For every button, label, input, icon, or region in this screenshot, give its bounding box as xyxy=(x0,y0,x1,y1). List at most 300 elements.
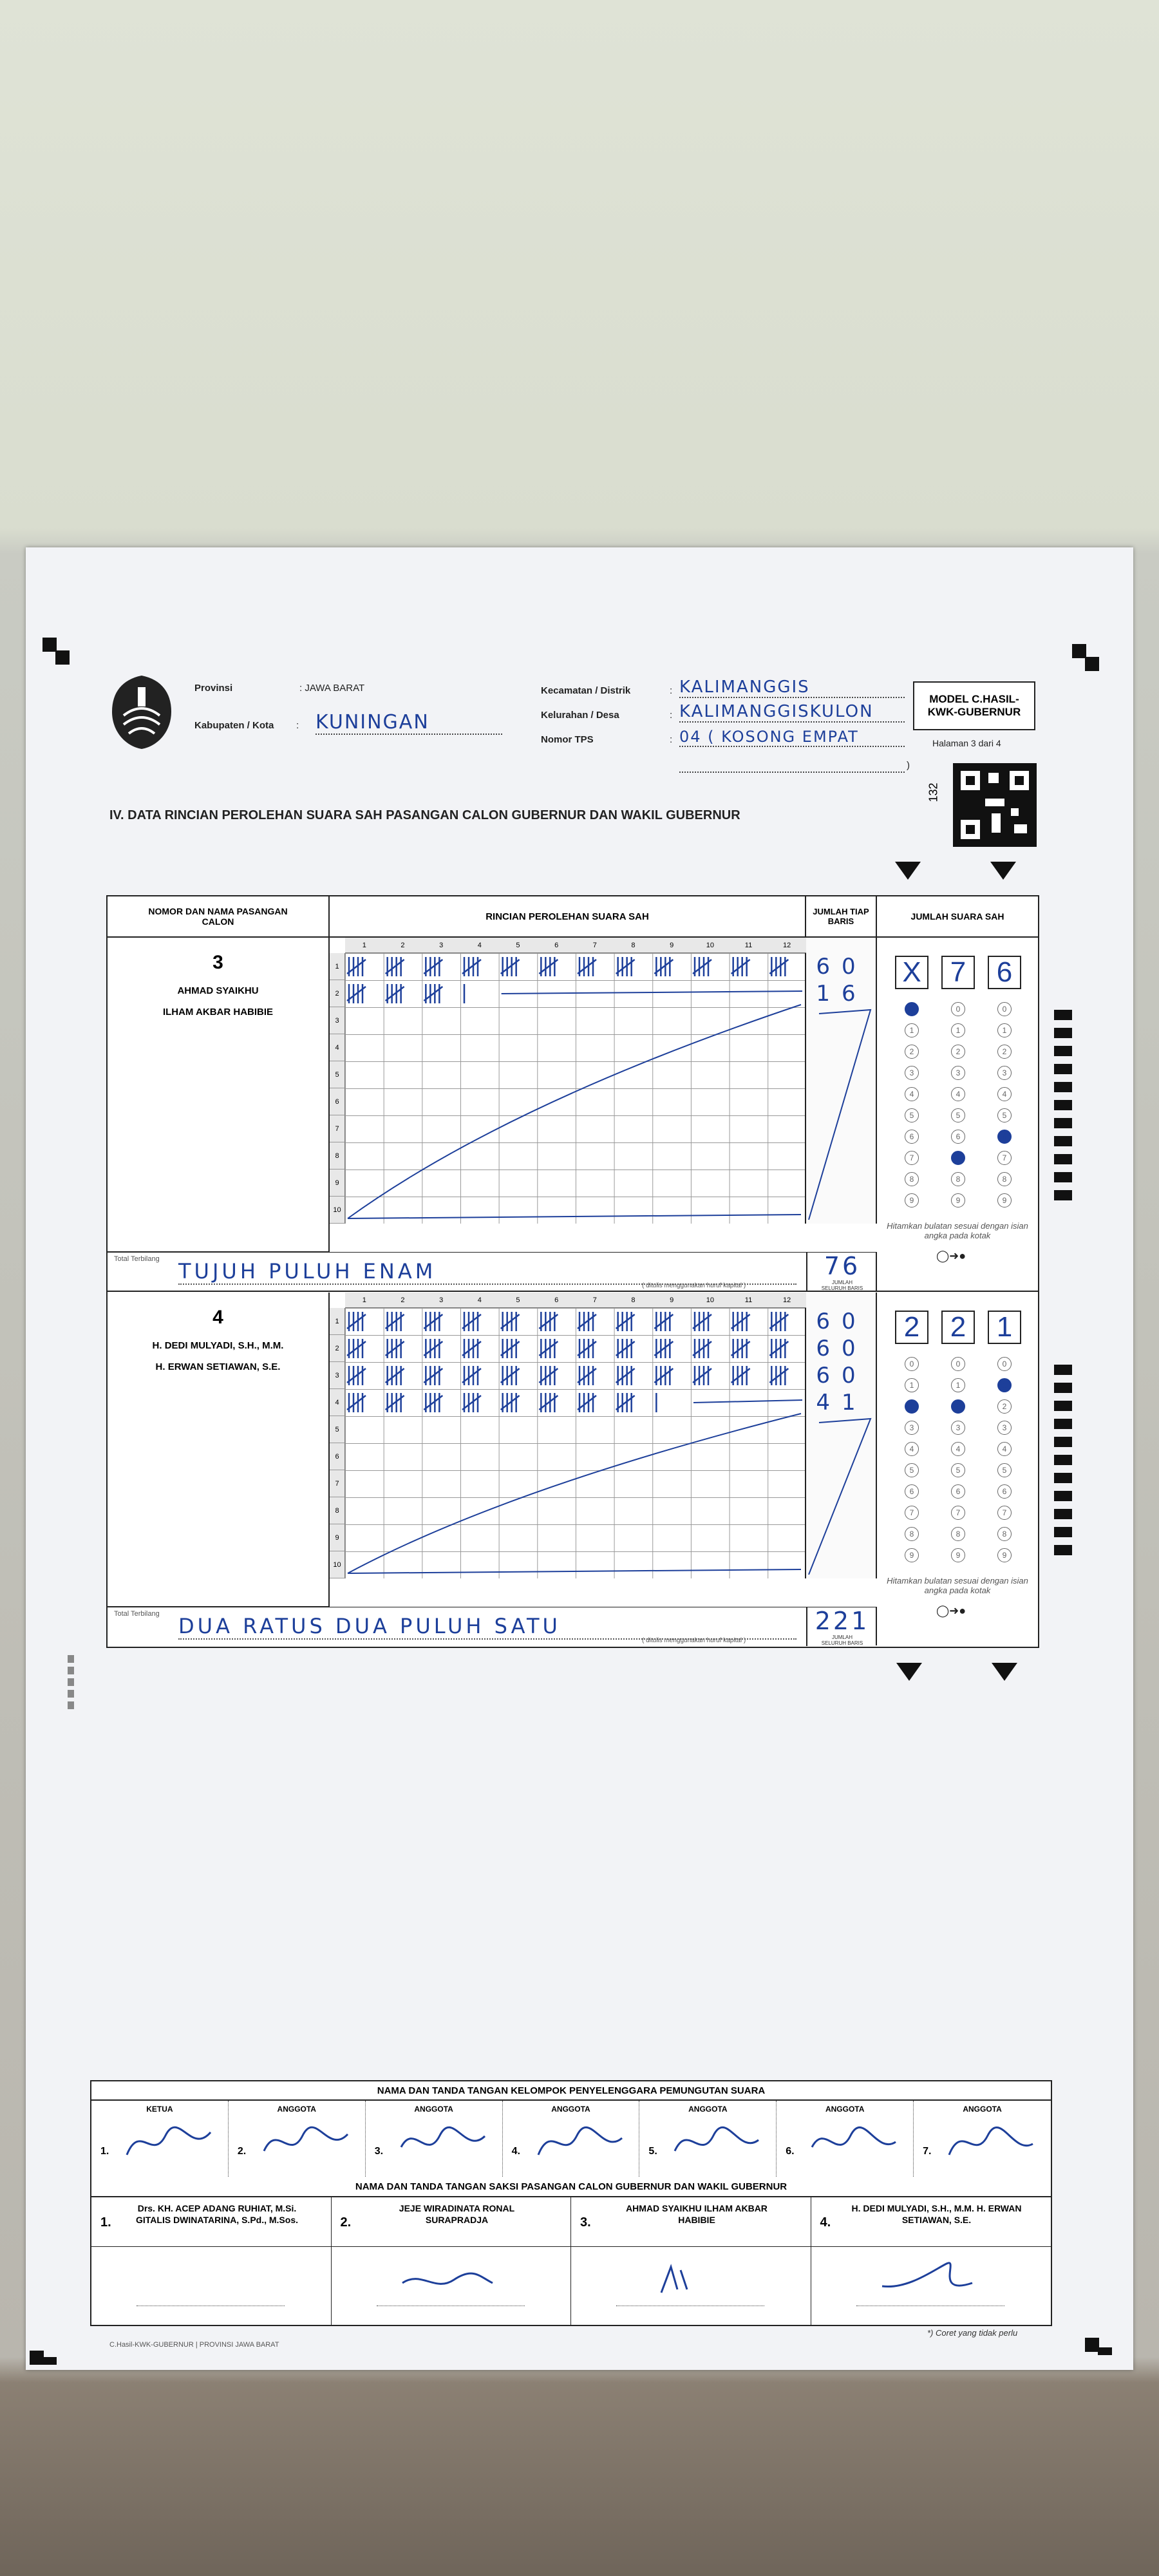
tally-mark xyxy=(386,957,404,976)
tally-mark xyxy=(386,1312,404,1331)
digit-bubble[interactable]: 1 xyxy=(997,1378,1012,1392)
total-terbilang-label: Total Terbilang xyxy=(114,1610,160,1618)
timing-mark xyxy=(1054,1082,1072,1092)
digit-bubble[interactable]: 7 xyxy=(997,1506,1012,1520)
saksi-cell xyxy=(571,2196,811,2325)
kabupaten-label: Kabupaten / Kota xyxy=(194,720,274,731)
header-jumlah-suara-sah: JUMLAH SUARA SAH xyxy=(877,896,1038,938)
candidate-name: H. DEDI MULYADI, S.H., M.M. xyxy=(152,1340,284,1351)
digit-bubble[interactable]: 7 xyxy=(905,1151,919,1165)
timing-mark xyxy=(1054,1136,1072,1146)
kpps-title: NAMA DAN TANDA TANGAN KELOMPOK PENYELENGGARA PEMUNGUTAN SUARA xyxy=(91,2081,1051,2101)
kecamatan-value: KALIMANGGIS xyxy=(679,677,905,698)
kpps-number: 4. xyxy=(511,2146,520,2157)
row-totals-column xyxy=(806,938,877,1224)
alignment-triangle xyxy=(895,862,921,880)
saksi-cell xyxy=(332,2196,572,2325)
tally-mark xyxy=(616,957,635,976)
kpps-role: ANGGOTA xyxy=(551,2105,590,2114)
column-number: 4 xyxy=(460,938,499,953)
timing-mark xyxy=(1054,1545,1072,1555)
tally-marks xyxy=(345,953,806,1224)
column-number: 5 xyxy=(499,1293,538,1308)
digit-bubble[interactable]: 1 xyxy=(951,1378,965,1392)
signature-icon xyxy=(876,2257,979,2302)
digit-bubble[interactable]: 3 xyxy=(905,1421,919,1435)
kpps-role: KETUA xyxy=(146,2105,173,2114)
total-terbilang-hint: ( ditulis menggunakan huruf kapital ) xyxy=(642,1637,746,1644)
timing-mark xyxy=(1054,1383,1072,1393)
registration-mark xyxy=(1085,2338,1099,2352)
signature-icon xyxy=(396,2257,499,2302)
digit-bubble[interactable]: 2 xyxy=(951,1045,965,1059)
digit-box[interactable]: 2 xyxy=(895,1311,928,1344)
column-number: 4 xyxy=(460,1293,499,1308)
timing-mark xyxy=(1054,1190,1072,1200)
column-number: 7 xyxy=(576,938,614,953)
row-totals-column xyxy=(806,1293,877,1578)
digit-bubble[interactable]: 6 xyxy=(951,1484,965,1499)
column-number: 7 xyxy=(576,1293,614,1308)
digit-bubble[interactable]: 6 xyxy=(951,1130,965,1144)
column-number: 3 xyxy=(422,938,460,953)
tally-mark xyxy=(539,1312,558,1331)
qr-number: 132 xyxy=(927,782,940,802)
tally-marks xyxy=(345,1308,806,1578)
row-number: 6 xyxy=(330,1443,345,1470)
kpps-block xyxy=(90,2080,1052,2179)
total-terbilang-row xyxy=(108,1607,877,1645)
tally-mark xyxy=(462,957,481,976)
digit-bubble[interactable]: 4 xyxy=(951,1087,965,1101)
digit-bubble[interactable]: 0 xyxy=(997,1357,1012,1371)
tally-mark xyxy=(539,957,558,976)
saksi-number: 2. xyxy=(340,2215,352,2230)
tally-mark xyxy=(693,1312,711,1331)
tally-mark xyxy=(501,1339,520,1358)
digit-box[interactable]: 1 xyxy=(988,1311,1021,1344)
kpps-number: 5. xyxy=(648,2146,657,2157)
kabupaten-value: KUNINGAN xyxy=(316,711,502,735)
digit-bubble[interactable]: 9 xyxy=(997,1548,1012,1562)
digit-bubble[interactable]: 6 xyxy=(905,1130,919,1144)
tally-mark xyxy=(731,1312,750,1331)
column-number: 11 xyxy=(730,1293,768,1308)
kpps-role: ANGGOTA xyxy=(688,2105,728,2114)
digit-bubble[interactable]: 3 xyxy=(951,1066,965,1080)
tally-mark xyxy=(424,1393,442,1412)
column-number: 5 xyxy=(499,938,538,953)
digit-bubble[interactable]: 5 xyxy=(951,1108,965,1122)
saksi-name: Drs. KH. ACEP ADANG RUHIAT, M.Si. GITALIS DWINATARINA, S.Pd., M.Sos. xyxy=(136,2203,298,2225)
row-number: 7 xyxy=(330,1470,345,1497)
vote-total-column xyxy=(877,1293,1038,1645)
column-number: 12 xyxy=(768,1293,806,1308)
saksi-number: 3. xyxy=(580,2215,591,2230)
total-terbilang-label: Total Terbilang xyxy=(114,1255,160,1263)
saksi-number: 1. xyxy=(100,2215,111,2230)
bubble-hint: Hitamkan bulatan sesuai dengan isian angka pada kotak xyxy=(887,1576,1028,1595)
tally-mark xyxy=(424,1312,442,1331)
tally-mark xyxy=(654,1339,673,1358)
total-terbilang-hint: ( ditulis menggunakan huruf kapital ) xyxy=(642,1282,746,1289)
tally-mark xyxy=(501,1312,520,1331)
tally-mark xyxy=(347,1312,366,1331)
digit-box[interactable]: 7 xyxy=(941,956,975,989)
grand-total-value: 221 xyxy=(815,1607,870,1635)
registration-mark xyxy=(1098,2347,1112,2355)
tally-mark xyxy=(578,1366,596,1385)
signature-icon xyxy=(806,2116,902,2168)
column-number: 12 xyxy=(768,938,806,953)
timing-mark xyxy=(1054,1455,1072,1465)
timing-mark xyxy=(1054,1100,1072,1110)
digit-bubble[interactable]: 8 xyxy=(997,1172,1012,1186)
tally-mark xyxy=(769,957,788,976)
digit-bubble[interactable]: 6 xyxy=(905,1484,919,1499)
digit-bubble[interactable]: 9 xyxy=(951,1193,965,1208)
cross-out-curve xyxy=(348,1414,801,1573)
tally-mark xyxy=(654,1366,673,1385)
tally-mark xyxy=(731,1366,750,1385)
row-number: 5 xyxy=(330,1061,345,1088)
tally-mark xyxy=(424,984,442,1003)
digit-bubble[interactable]: 9 xyxy=(905,1548,919,1562)
column-number: 1 xyxy=(345,1293,384,1308)
bubble-example-icon: ◯➜● xyxy=(936,1249,966,1262)
candidate-name-cell xyxy=(108,1293,330,1607)
tally-mark xyxy=(347,1366,366,1385)
strike-line xyxy=(502,991,802,994)
registration-mark xyxy=(1072,644,1086,658)
tally-mark xyxy=(578,1339,596,1358)
saksi-block xyxy=(90,2177,1052,2326)
qr-code-icon xyxy=(953,763,1037,847)
digit-bubble[interactable]: 8 xyxy=(951,1172,965,1186)
timing-mark xyxy=(1054,1419,1072,1429)
section-title: IV. DATA RINCIAN PEROLEHAN SUARA SAH PASANGAN CALON GUBERNUR DAN WAKIL GUBERNUR xyxy=(109,808,740,822)
column-number: 1 xyxy=(345,938,384,953)
alignment-triangle xyxy=(992,1663,1017,1681)
tally-mark xyxy=(616,1312,635,1331)
saksi-divider xyxy=(91,2246,331,2247)
tally-mark xyxy=(424,1366,442,1385)
digit-box[interactable]: X xyxy=(895,956,928,989)
column-number: 2 xyxy=(384,1293,422,1308)
footer-left: C.Hasil-KWK-GUBERNUR | PROVINSI JAWA BARAT xyxy=(109,2341,279,2349)
footer-right: *) Coret yang tidak perlu xyxy=(927,2328,1018,2338)
row-total: 16 xyxy=(816,981,867,1007)
timing-mark xyxy=(1054,1118,1072,1128)
tally-mark xyxy=(424,957,442,976)
candidate-name: AHMAD SYAIKHU xyxy=(177,985,259,996)
digit-box[interactable]: 6 xyxy=(988,956,1021,989)
grand-total-label: JUMLAH SELURUH BARIS xyxy=(821,1634,863,1646)
tally-mark xyxy=(424,1339,442,1358)
digit-bubble[interactable]: 8 xyxy=(905,1527,919,1541)
digit-bubble[interactable]: 0 xyxy=(951,1357,965,1371)
digit-bubble[interactable]: 1 xyxy=(905,1023,919,1037)
digit-bubble[interactable]: 5 xyxy=(997,1463,1012,1477)
column-number: 9 xyxy=(652,938,691,953)
row-number: 10 xyxy=(330,1197,345,1224)
row-number: 5 xyxy=(330,1416,345,1443)
row-number: 10 xyxy=(330,1551,345,1578)
tally-mark xyxy=(501,1393,520,1412)
digit-bubble[interactable]: 2 xyxy=(905,1399,919,1414)
timing-mark xyxy=(1054,1010,1072,1020)
signature-icon xyxy=(636,2257,739,2302)
timing-mark xyxy=(1054,1365,1072,1375)
digit-bubble[interactable]: 3 xyxy=(997,1421,1012,1435)
digit-bubble[interactable]: 5 xyxy=(997,1108,1012,1122)
cross-out-curve xyxy=(348,1005,801,1218)
candidate-name-cell xyxy=(108,938,330,1252)
kelurahan-label: Kelurahan / Desa xyxy=(541,710,619,721)
province-emblem-icon xyxy=(109,673,174,750)
tally-mark xyxy=(769,1312,788,1331)
saksi-divider xyxy=(811,2246,1051,2247)
candidate-number: 4 xyxy=(212,1307,223,1328)
header-rincian: RINCIAN PEROLEHAN SUARA SAH xyxy=(330,896,806,938)
registration-mark xyxy=(1085,657,1099,671)
digit-bubble[interactable]: 2 xyxy=(997,1045,1012,1059)
row-total: 60 xyxy=(816,1363,867,1388)
tally-grid xyxy=(345,1308,806,1578)
total-terbilang-value: TUJUH PULUH ENAM xyxy=(178,1259,796,1285)
digit-bubble[interactable]: 7 xyxy=(997,1151,1012,1165)
row-number: 7 xyxy=(330,1115,345,1142)
tally-mark xyxy=(539,1339,558,1358)
row-number: 8 xyxy=(330,1497,345,1524)
row-total: 60 xyxy=(816,1309,867,1334)
kpps-member-cell xyxy=(639,2101,777,2178)
kpps-role: ANGGOTA xyxy=(414,2105,453,2114)
digit-bubble[interactable]: 5 xyxy=(905,1108,919,1122)
column-number: 10 xyxy=(691,938,730,953)
provinsi-label: Provinsi xyxy=(194,683,233,694)
candidate-name: H. ERWAN SETIAWAN, S.E. xyxy=(155,1361,281,1372)
digit-bubble[interactable]: 8 xyxy=(951,1527,965,1541)
column-number: 6 xyxy=(537,1293,576,1308)
row-number: 6 xyxy=(330,1088,345,1115)
saksi-name: AHMAD SYAIKHU ILHAM AKBAR HABIBIE xyxy=(626,2203,768,2225)
page-indicator: Halaman 3 dari 4 xyxy=(932,738,1001,748)
digit-bubble[interactable]: 3 xyxy=(951,1421,965,1435)
digit-bubble[interactable]: 9 xyxy=(997,1193,1012,1208)
digit-bubble[interactable]: 4 xyxy=(997,1442,1012,1456)
row-number: 3 xyxy=(330,1362,345,1389)
timing-mark xyxy=(1054,1437,1072,1447)
tally-mark xyxy=(654,1312,673,1331)
kpps-role: ANGGOTA xyxy=(963,2105,1002,2114)
digit-bubble[interactable]: 9 xyxy=(905,1193,919,1208)
digit-bubble[interactable]: 4 xyxy=(951,1442,965,1456)
tally-mark xyxy=(539,1393,558,1412)
registration-mark xyxy=(42,638,57,652)
kpps-role: ANGGOTA xyxy=(825,2105,865,2114)
digit-box[interactable]: 2 xyxy=(941,1311,975,1344)
margin-mark xyxy=(68,1655,74,1713)
digit-bubble[interactable]: 5 xyxy=(951,1463,965,1477)
kelurahan-value: KALIMANGGISKULON xyxy=(679,702,905,723)
kpps-number: 7. xyxy=(923,2146,932,2157)
column-number: 8 xyxy=(614,938,653,953)
tally-mark xyxy=(731,1339,750,1358)
kpps-member-cell xyxy=(91,2101,229,2178)
tally-grid xyxy=(345,953,806,1224)
tally-mark xyxy=(616,1393,635,1412)
digit-bubble[interactable]: 7 xyxy=(951,1151,965,1165)
tally-mark xyxy=(347,984,366,1003)
cross-out-line xyxy=(348,1215,801,1218)
tally-mark xyxy=(578,957,596,976)
row-number: 9 xyxy=(330,1170,345,1197)
saksi-divider xyxy=(571,2246,811,2247)
tally-mark xyxy=(386,1366,404,1385)
timing-mark xyxy=(1054,1028,1072,1038)
tally-mark xyxy=(501,957,520,976)
row-total: 60 xyxy=(816,954,867,980)
provinsi-value: : JAWA BARAT xyxy=(299,683,365,694)
digit-bubble[interactable]: 4 xyxy=(905,1087,919,1101)
form-sheet: Provinsi : JAWA BARAT Kabupaten / Kota : KUNINGAN Kecamatan / Distrik Kelurahan / Desa Nomor TPS : : : KALIMANGGIS KALIMANGGISKULON 04 ( KOSONG EMPAT ) MODEL C.HASIL-KWK-GUBERNUR Halaman 3 dari 4 132 IV. DATA RINCIAN PEROLEHAN SUARA SAH PASANGAN CALON GUBERNUR DAN WAKIL GUBERNUR NOMOR DAN NAMA PASANGAN CALON RINCIAN PEROLEHAN SUARA SAH JUMLAH TIAP BARIS JUMLAH SUARA SAH 3 AHMAD SYAIKHU ILHAM AKBAR HABIBIE 1 2 3 4 5 6 7 8 9 10 11 12 1 2 3 4 5 6 7 8 9 10 60 16 X 0 1 2 3 4 5 6 7 8 9 7 0 1 2 3 4 5 6 7 8 9 6 0 1 2 3 4 5 6 7 8 9 Hitamkan bulatan sesuai dengan isian angka pada kotak ◯➜● Total Terbilang TUJUH PULUH ENAM ( ditulis menggunakan huruf kapital ) 76 JUMLAH SELURUH BARIS 4 H. DEDI MULYADI, S.H., M.M. H. ERWAN SETIAWAN, S.E. 1 2 3 4 5 6 7 8 9 10 11 12 1 2 3 4 5 6 7 8 9 10 60 60 60 41 2 0 1 2 3 4 5 6 7 8 9 2 0 1 2 3 4 5 6 7 8 9 1 0 1 2 3 4 5 6 7 8 9 Hitamkan bulatan sesuai dengan isian angka pada kotak ◯➜● Total Terbilang DUA RATUS DUA PULUH SATU ( ditulis menggunakan huruf kapital ) 221 JUMLAH SELURUH BARIS NAMA DAN TANDA TANGAN KELOMPOK PENYELENGGARA PEMUNGUTAN SUARA KETUA 1. ANGGOTA 2. ANGGOTA 3. ANGGOTA 4. ANGGOTA 5. ANGGOTA 6. ANGGOTA 7. NAMA DAN TANDA TANGAN SAKSI PASANGAN CALON GUBERNUR DAN WAKIL GUBERNUR 1. Drs. KH. ACEP ADANG RUHIAT, M.Si. GITALIS DWINATARINA, S.Pd., M.Sos. 2. JEJE WIRADINATA RONAL SURAPRADJA 3. AHMAD SYAIKHU ILHAM AKBAR HABIBIE 4. H. DEDI MULYADI, S.H., M.M. H. ERWAN SETIAWAN, S.E. C.Hasil-KWK-GUBERNUR | PROVINSI JAWA BARAT *) Coret yang tidak perlu xyxy=(26,547,1133,2370)
digit-bubble[interactable]: 1 xyxy=(997,1023,1012,1037)
digit-bubble[interactable]: 4 xyxy=(905,1442,919,1456)
digit-bubble[interactable]: 0 xyxy=(951,1002,965,1016)
alignment-triangle xyxy=(990,862,1016,880)
row-number: 4 xyxy=(330,1034,345,1061)
kpps-number: 6. xyxy=(786,2146,795,2157)
kpps-number: 1. xyxy=(100,2146,109,2157)
timing-mark xyxy=(1054,1046,1072,1056)
row-number: 2 xyxy=(330,1335,345,1362)
strike-line xyxy=(693,1400,802,1403)
tally-mark xyxy=(616,1339,635,1358)
row-total: 41 xyxy=(816,1390,867,1416)
grand-total-cell xyxy=(806,1607,877,1646)
grand-total-label: JUMLAH SELURUH BARIS xyxy=(821,1280,863,1291)
digit-bubble[interactable]: 7 xyxy=(951,1506,965,1520)
saksi-cell xyxy=(91,2196,332,2325)
digit-bubble[interactable]: 1 xyxy=(951,1023,965,1037)
vote-total-column xyxy=(877,938,1038,1291)
digit-bubble[interactable]: 0 xyxy=(997,1002,1012,1016)
header-nomor-nama: NOMOR DAN NAMA PASANGAN CALON xyxy=(108,896,330,938)
kpps-number: 3. xyxy=(374,2146,384,2157)
timing-mark xyxy=(1054,1509,1072,1519)
saksi-divider xyxy=(332,2246,571,2247)
alignment-triangle xyxy=(896,1663,922,1681)
column-number: 3 xyxy=(422,1293,460,1308)
row-number: 1 xyxy=(330,953,345,980)
grand-total-value: 76 xyxy=(824,1252,861,1280)
row-totals-cross-out xyxy=(806,1293,877,1578)
tally-mark xyxy=(462,1366,481,1385)
kpps-number: 2. xyxy=(237,2146,247,2157)
digit-bubble[interactable]: 8 xyxy=(905,1172,919,1186)
digit-bubble[interactable]: 9 xyxy=(951,1548,965,1562)
kpps-member-cell xyxy=(229,2101,366,2178)
saksi-cell xyxy=(811,2196,1051,2325)
row-total: 60 xyxy=(816,1336,867,1361)
digit-bubble[interactable]: 3 xyxy=(997,1066,1012,1080)
tps-label: Nomor TPS xyxy=(541,734,594,745)
vote-table xyxy=(106,895,1039,1648)
column-number: 9 xyxy=(652,1293,691,1308)
digit-bubble[interactable]: 8 xyxy=(997,1527,1012,1541)
saksi-name: JEJE WIRADINATA RONAL SURAPRADJA xyxy=(399,2203,515,2225)
kpps-member-cell xyxy=(914,2101,1051,2178)
tally-mark xyxy=(616,1366,635,1385)
candidate-block xyxy=(108,1293,1038,1645)
saksi-number: 4. xyxy=(820,2215,831,2230)
digit-bubble[interactable]: 6 xyxy=(997,1130,1012,1144)
timing-mark xyxy=(1054,1154,1072,1164)
tally-mark xyxy=(693,957,711,976)
model-box: MODEL C.HASIL-KWK-GUBERNUR xyxy=(913,681,1035,730)
digit-bubble[interactable]: 3 xyxy=(905,1066,919,1080)
kpps-member-cell xyxy=(366,2101,503,2178)
registration-mark xyxy=(30,2351,44,2365)
digit-bubble[interactable]: 0 xyxy=(905,1357,919,1371)
timing-mark xyxy=(1054,1172,1072,1182)
tally-mark xyxy=(386,1393,404,1412)
row-number: 4 xyxy=(330,1389,345,1416)
tally-mark xyxy=(731,957,750,976)
digit-bubble[interactable]: 2 xyxy=(997,1399,1012,1414)
timing-mark xyxy=(1054,1491,1072,1501)
digit-bubble[interactable]: 1 xyxy=(905,1378,919,1392)
tally-mark xyxy=(501,1366,520,1385)
column-number: 11 xyxy=(730,938,768,953)
saksi-title: NAMA DAN TANDA TANGAN SAKSI PASANGAN CALON GUBERNUR DAN WAKIL GUBERNUR xyxy=(91,2177,1051,2197)
tally-mark xyxy=(578,1393,596,1412)
tally-mark xyxy=(386,984,404,1003)
candidate-name: ILHAM AKBAR HABIBIE xyxy=(162,1007,274,1018)
digit-bubble[interactable]: 2 xyxy=(951,1399,965,1414)
registration-mark xyxy=(55,650,70,665)
bubble-example-icon: ◯➜● xyxy=(936,1604,966,1617)
tally-mark xyxy=(578,1312,596,1331)
digit-bubble[interactable]: 4 xyxy=(997,1087,1012,1101)
tally-mark xyxy=(347,1339,366,1358)
tally-mark xyxy=(462,1312,481,1331)
column-number: 6 xyxy=(537,938,576,953)
digit-bubble[interactable]: 6 xyxy=(997,1484,1012,1499)
digit-bubble[interactable]: 7 xyxy=(905,1506,919,1520)
bubble-hint: Hitamkan bulatan sesuai dengan isian angka pada kotak xyxy=(887,1221,1028,1240)
column-number: 8 xyxy=(614,1293,653,1308)
tally-mark xyxy=(769,1366,788,1385)
kpps-member-cell xyxy=(503,2101,640,2178)
timing-mark xyxy=(1054,1401,1072,1411)
tally-mark xyxy=(693,1339,711,1358)
digit-bubble[interactable]: 0 xyxy=(905,1002,919,1016)
registration-mark xyxy=(42,2357,57,2365)
tps-value: 04 ( KOSONG EMPAT xyxy=(679,728,905,747)
kpps-member-cell xyxy=(777,2101,914,2178)
kpps-role: ANGGOTA xyxy=(277,2105,316,2114)
tally-mark xyxy=(693,1366,711,1385)
row-number: 1 xyxy=(330,1308,345,1335)
total-terbilang-value: DUA RATUS DUA PULUH SATU xyxy=(178,1614,796,1640)
signature-icon xyxy=(668,2116,765,2168)
digit-bubble[interactable]: 2 xyxy=(905,1045,919,1059)
signature-icon xyxy=(943,2116,1039,2168)
digit-bubble[interactable]: 5 xyxy=(905,1463,919,1477)
tally-mark xyxy=(347,1393,366,1412)
